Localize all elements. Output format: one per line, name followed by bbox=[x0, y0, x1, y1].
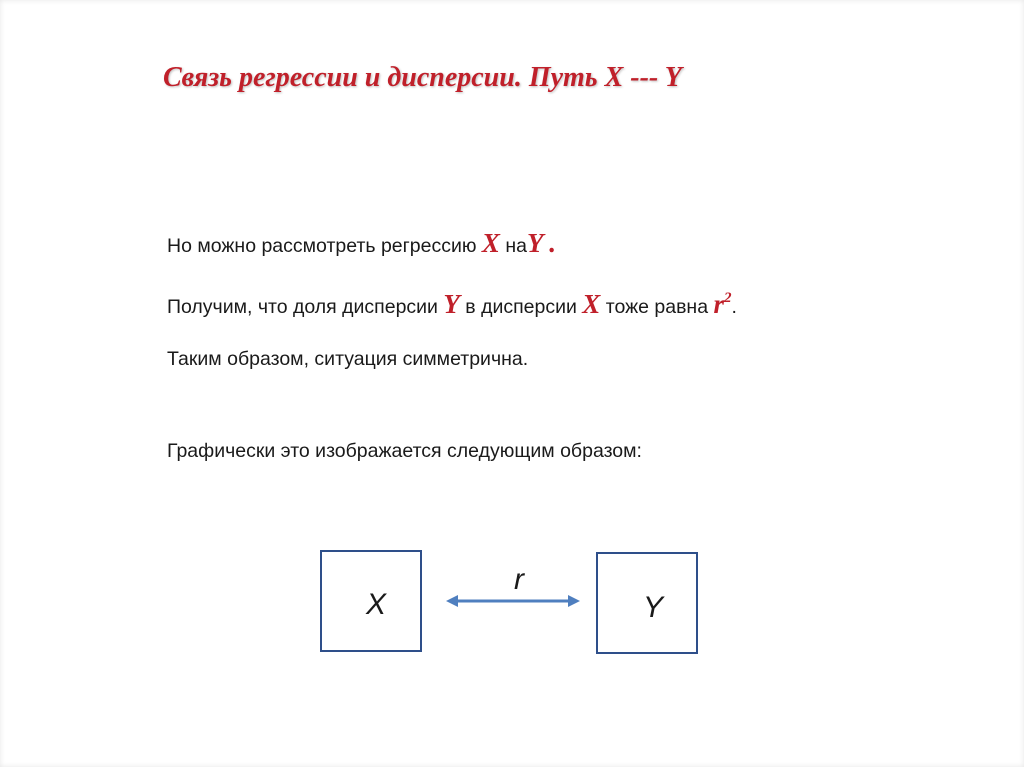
link-label-r: r bbox=[514, 563, 524, 596]
slide-title: Связь регрессии и дисперсии. Путь X --- Y bbox=[163, 62, 682, 93]
text-line-symmetric: Таким образом, ситуация симметрична. bbox=[167, 348, 529, 370]
double-arrow-icon bbox=[446, 590, 580, 612]
text-fragment: в дисперсии bbox=[459, 296, 583, 318]
box-x bbox=[320, 550, 422, 652]
text-fragment: Но можно рассмотреть регрессию bbox=[167, 235, 482, 257]
text-fragment: . bbox=[542, 228, 556, 258]
text-line-graphic: Графически это изображается следующим образом: bbox=[167, 440, 642, 462]
box-y bbox=[596, 552, 698, 654]
box-x-label: X bbox=[365, 588, 386, 621]
var-y: Y bbox=[443, 289, 460, 319]
text-line-regression bbox=[167, 228, 556, 259]
var-y: Y bbox=[526, 228, 543, 258]
text-fragment: на bbox=[499, 235, 527, 257]
var-r: r bbox=[713, 289, 724, 319]
var-x: X bbox=[582, 289, 601, 319]
exponent: 2 bbox=[723, 290, 732, 306]
box-y-label: Y bbox=[642, 591, 663, 624]
text-fragment: тоже равна bbox=[600, 296, 714, 318]
text-line-variance-share bbox=[167, 289, 737, 320]
var-r-squared bbox=[713, 289, 731, 319]
text-fragment: Получим, что доля дисперсии bbox=[167, 296, 444, 318]
var-x: X bbox=[481, 228, 500, 258]
text-fragment: . bbox=[731, 296, 737, 318]
